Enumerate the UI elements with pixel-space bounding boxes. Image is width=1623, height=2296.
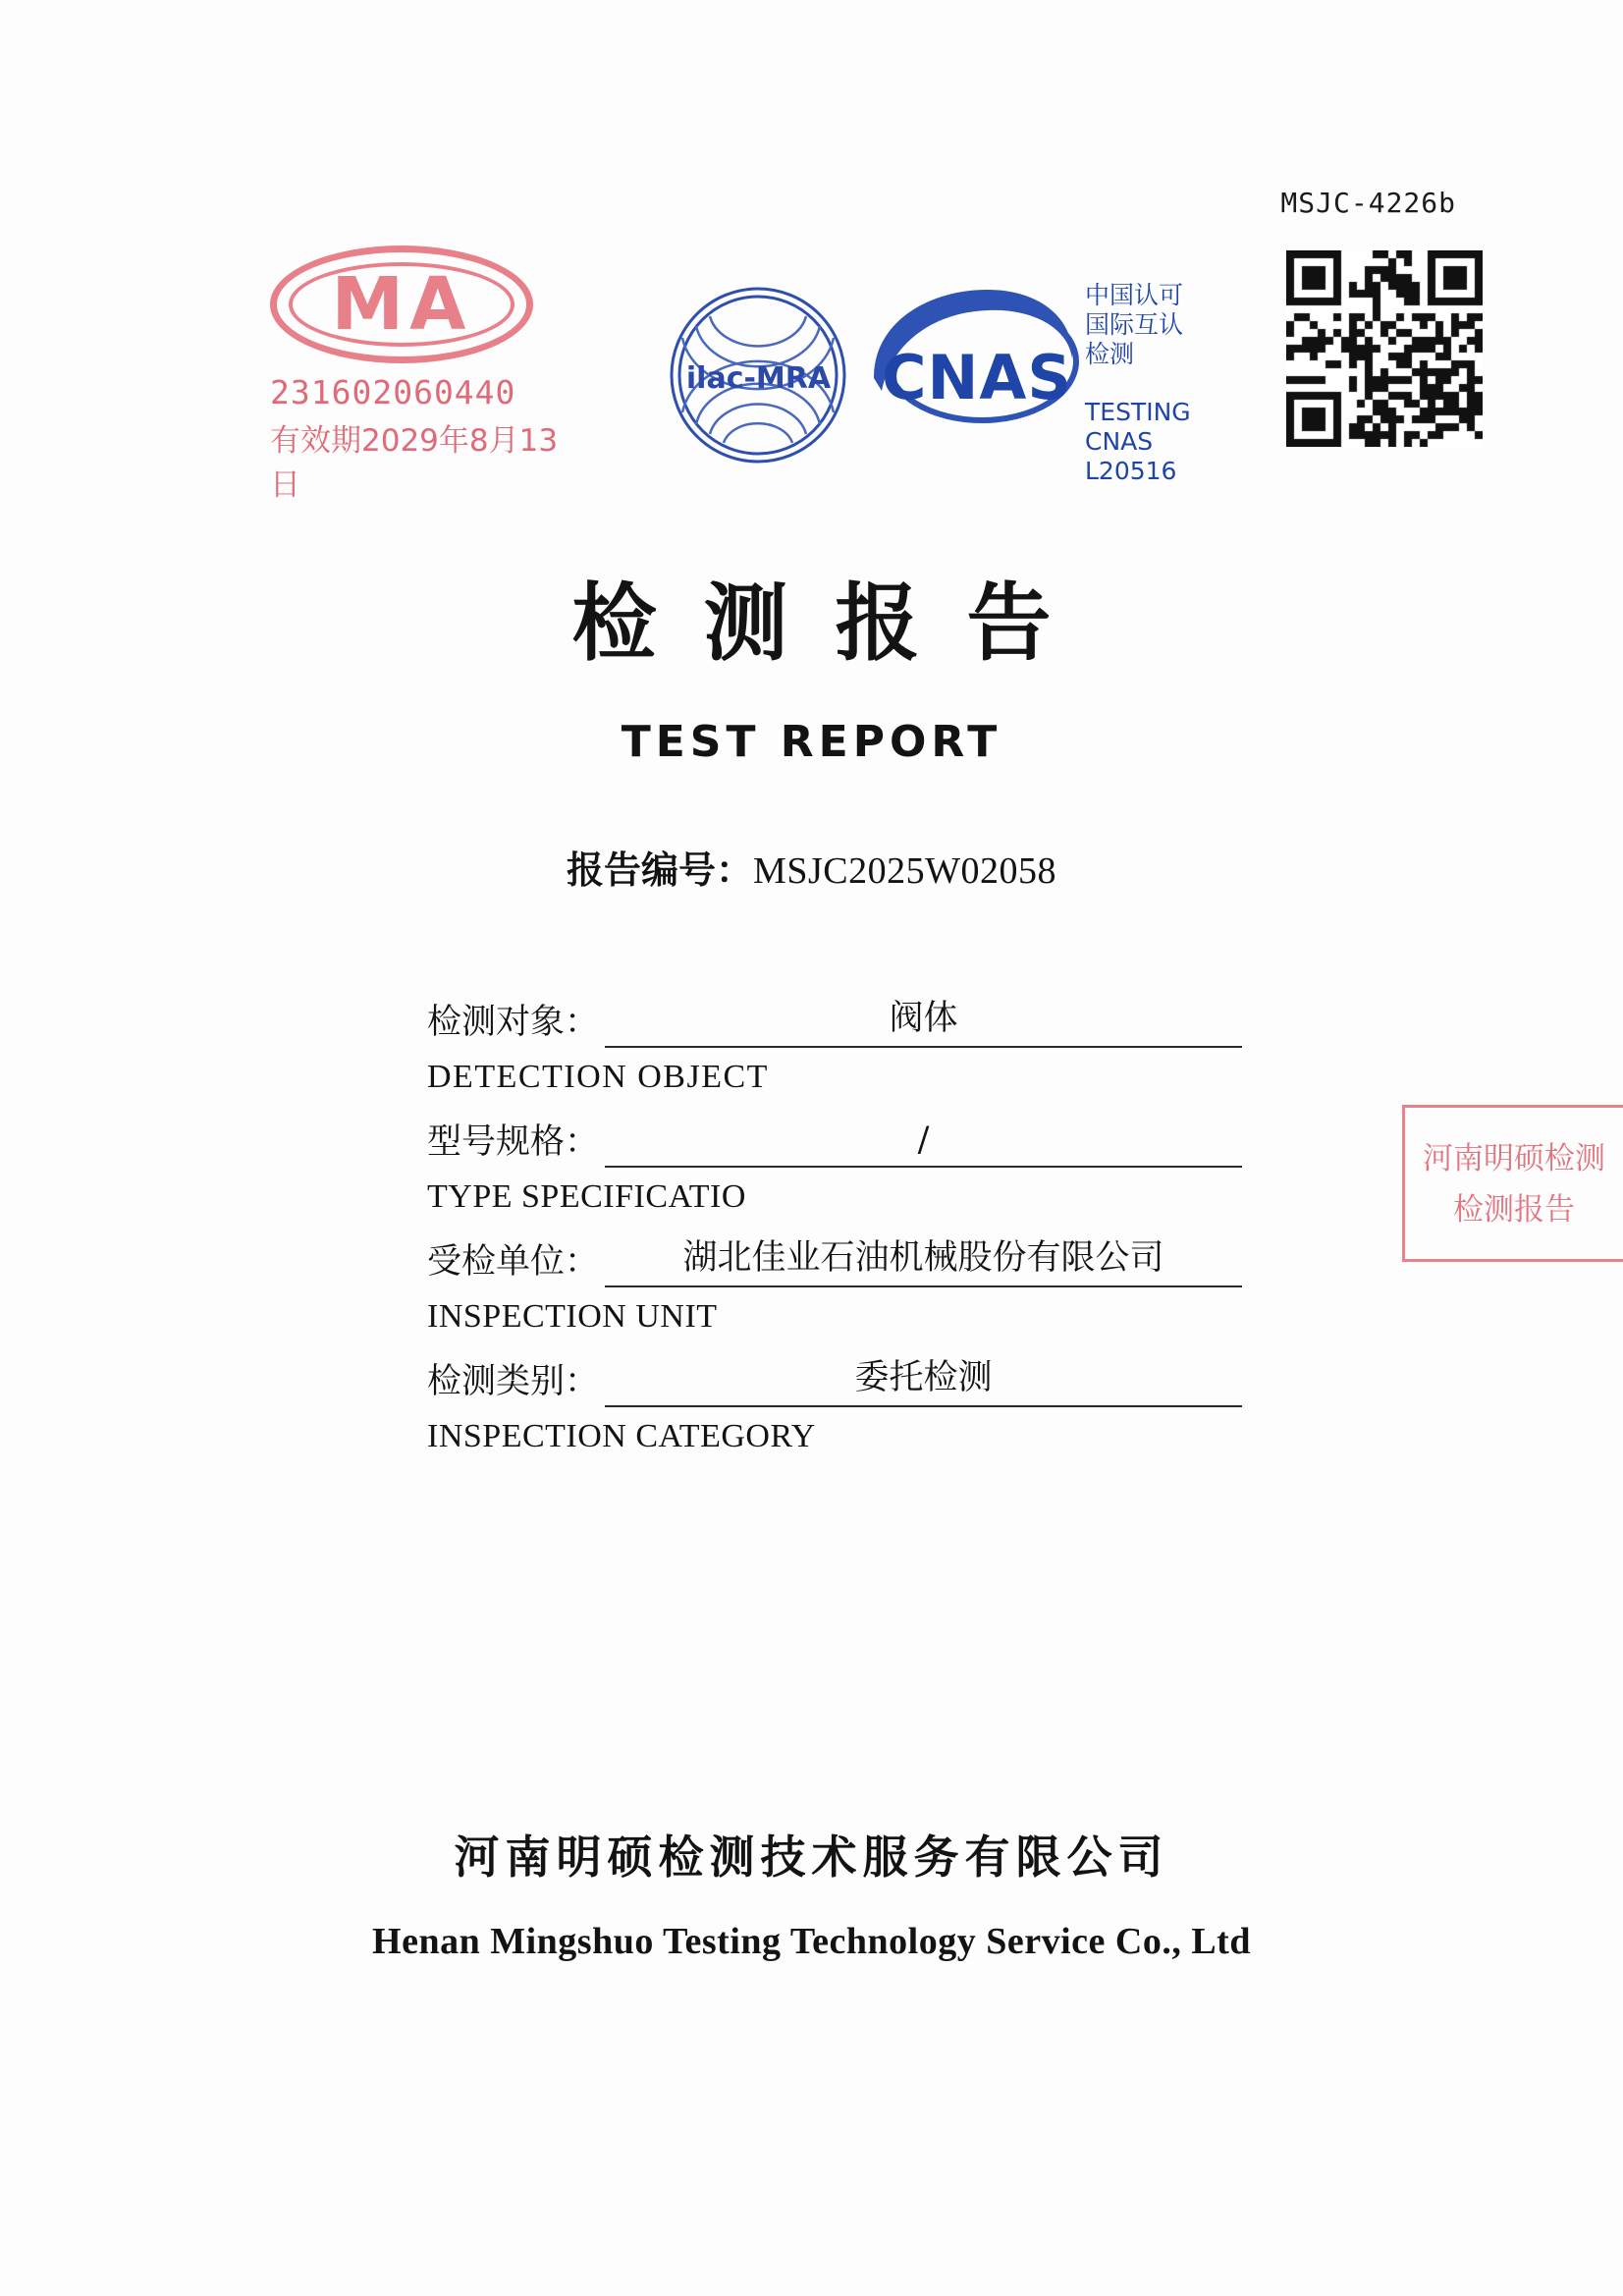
footer-company-english: Henan Mingshuo Testing Technology Service Co., Ltd (372, 1921, 1251, 1962)
company-report-stamp (1402, 1105, 1623, 1262)
cnas-en-line1: TESTING (1085, 398, 1191, 426)
field-row-inspection-unit (427, 1227, 1242, 1287)
qr-code[interactable] (1286, 250, 1483, 447)
field-value-inspection-category: 委托检测 (605, 1350, 1242, 1407)
cnas-logo (864, 275, 1227, 485)
field-label-type-specification-cn: 型号规格： (427, 1122, 600, 1162)
ma-mark-label: MA (331, 262, 472, 347)
ilac-mra-stamp (653, 285, 864, 466)
cnas-cn-line1: 中国认可 (1085, 281, 1184, 309)
footer-company-chinese: 河南明硕检测技术服务有限公司 (454, 1831, 1169, 1884)
report-number-label: 报告编号： (567, 847, 754, 892)
document-code: MSJC-4226b (1280, 187, 1456, 219)
page-title-chinese: 检测报告 (571, 574, 1099, 673)
field-value-type-specification: / (605, 1121, 1242, 1168)
report-number-line (0, 840, 1623, 894)
field-row-detection-object (427, 987, 1242, 1048)
field-label-inspection-unit-en: INSPECTION UNIT (427, 1298, 718, 1335)
field-label-inspection-category-cn: 检测类别： (427, 1362, 600, 1401)
cnas-wordmark: CNAS (882, 342, 1073, 413)
cnas-chinese-text (1085, 281, 1183, 369)
cnas-english-text (1085, 398, 1227, 486)
company-report-stamp-line2: 检测报告 (1453, 1192, 1575, 1228)
ma-certification-stamp (270, 246, 565, 503)
field-row-type-specification (427, 1107, 1242, 1168)
cnas-cn-line3: 检测 (1085, 340, 1135, 368)
field-label-detection-object-en: DETECTION OBJECT (427, 1059, 769, 1095)
field-value-inspection-unit: 湖北佳业石油机械股份有限公司 (605, 1230, 1242, 1287)
field-label-detection-object-cn: 检测对象： (427, 1003, 600, 1042)
ma-oval-icon (270, 246, 533, 363)
field-label-type-specification-en: TYPE SPECIFICATIO (427, 1178, 746, 1215)
company-report-stamp-line1: 河南明硕检测 (1423, 1141, 1605, 1176)
field-row-inspection-category (427, 1346, 1242, 1407)
field-label-inspection-unit-cn: 受检单位： (427, 1242, 600, 1282)
cnas-cn-line2: 国际互认 (1085, 310, 1184, 339)
field-label-inspection-category-en: INSPECTION CATEGORY (427, 1418, 816, 1454)
ma-stamp-number: 231602060440 (270, 373, 516, 411)
report-number-value: MSJC2025W02058 (753, 850, 1056, 892)
field-block (427, 987, 1242, 1466)
cnas-en-line2: CNAS L20516 (1085, 427, 1177, 485)
qr-code-canvas[interactable] (1286, 250, 1483, 447)
ma-stamp-validity: 有效期2029年8月13日 (270, 423, 559, 503)
ilac-mra-label: ilac-MRA (685, 361, 832, 396)
field-value-detection-object: 阀体 (605, 991, 1242, 1048)
page-title-english: TEST REPORT (621, 717, 1002, 767)
